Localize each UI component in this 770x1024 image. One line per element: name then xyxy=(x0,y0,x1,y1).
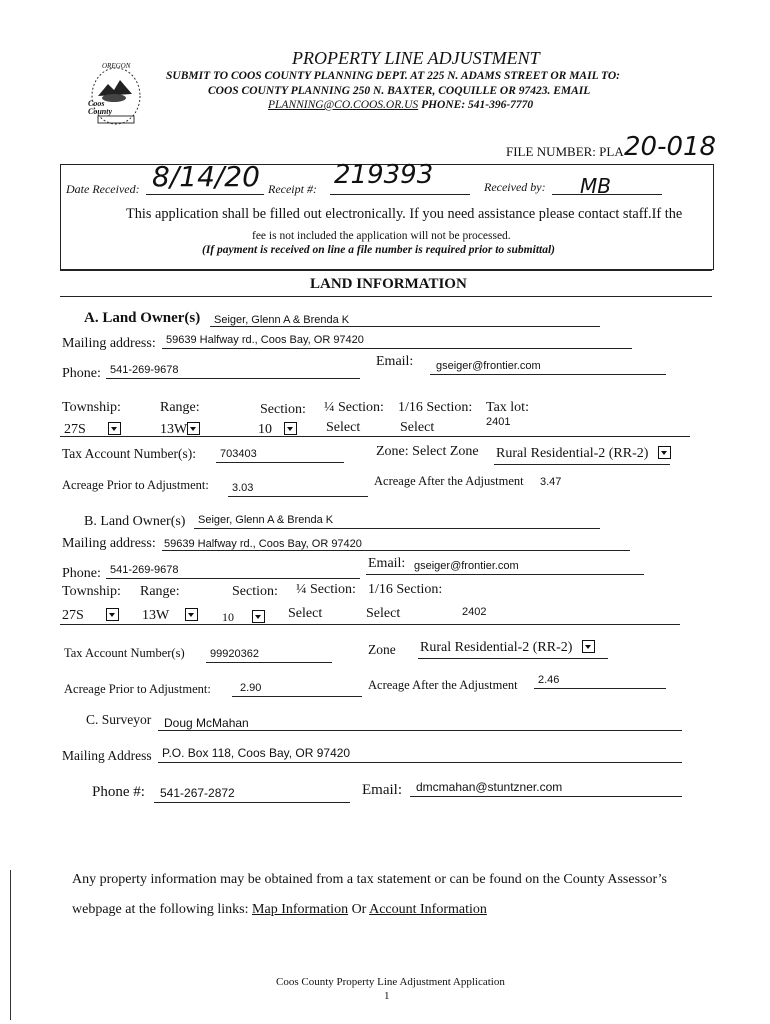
owner-b-section-label: Section: xyxy=(232,584,278,599)
owner-a-section-select[interactable]: 10 xyxy=(258,422,300,438)
owner-a-quarter-label: ¼ Section: xyxy=(324,400,384,415)
info-text-or: Or xyxy=(351,902,367,917)
page-footer-title: Coos County Property Line Adjustment Application xyxy=(276,976,505,988)
owner-b-phone[interactable]: 541-269-9678 xyxy=(110,564,179,576)
owner-b-name[interactable]: Seiger, Glenn A & Brenda K xyxy=(198,514,334,526)
county-seal xyxy=(84,60,148,130)
owner-a-range-label: Range: xyxy=(160,400,200,415)
owner-a-range-select[interactable]: 13W xyxy=(160,422,200,438)
page-title: PROPERTY LINE ADJUSTMENT xyxy=(292,48,540,68)
owner-b-quarter-label: ¼ Section: xyxy=(296,582,356,597)
seal-icon xyxy=(84,60,148,130)
owner-a-mailing-label: Mailing address: xyxy=(62,336,156,351)
received-by-value[interactable]: MB xyxy=(580,174,611,198)
seal-text-mid: Coos County xyxy=(88,99,113,116)
notice-line-1: This application shall be filled out electronically. If you need assistance please contact staff.If the xyxy=(126,206,683,222)
info-text-line-2 xyxy=(72,902,487,918)
owner-b-sixteenth-select[interactable]: Select xyxy=(366,606,401,621)
owner-a-name[interactable]: Seiger, Glenn A & Brenda K xyxy=(214,314,350,326)
owner-b-range-label: Range: xyxy=(140,584,180,599)
owner-a-zone-label: Zone: Select Zone xyxy=(376,444,479,459)
receipt-value[interactable]: 219393 xyxy=(334,160,434,190)
file-number xyxy=(506,144,624,160)
chevron-down-icon[interactable] xyxy=(582,640,595,653)
header-line-1: SUBMIT TO COOS COUNTY PLANNING DEPT. AT 225 N. ADAMS STREET OR MAIL TO: xyxy=(166,70,620,82)
owner-a-tax-account[interactable]: 703403 xyxy=(220,448,257,460)
owner-b-mailing[interactable]: 59639 Halfway rd., Coos Bay, OR 97420 xyxy=(164,538,362,550)
owner-b-heading: B. Land Owner(s) xyxy=(84,514,186,529)
surveyor-mailing-label: Mailing Address xyxy=(62,748,152,763)
surveyor-mailing[interactable]: P.O. Box 118, Coos Bay, OR 97420 xyxy=(162,746,351,760)
page-number: 1 xyxy=(384,990,390,1002)
file-number-value[interactable]: 20-018 xyxy=(624,132,717,162)
owner-b-township-select[interactable]: 27S xyxy=(62,608,122,624)
received-by-label: Received by: xyxy=(484,180,546,194)
owner-b-sixteenth-label: 1/16 Section: xyxy=(368,582,443,597)
chevron-down-icon[interactable] xyxy=(106,608,119,621)
owner-b-phone-label: Phone: xyxy=(62,566,101,581)
owner-a-township-select[interactable]: 27S xyxy=(64,422,124,438)
owner-b-tax-account[interactable]: 99920362 xyxy=(210,648,259,660)
owner-a-acreage-prior-label: Acreage Prior to Adjustment: xyxy=(62,478,209,492)
owner-a-township-label: Township: xyxy=(62,400,121,415)
file-number-label: FILE NUMBER: PLA xyxy=(506,144,624,159)
seal-text-top: OREGON xyxy=(102,62,131,70)
owner-a-sixteenth-label: 1/16 Section: xyxy=(398,400,473,415)
owner-a-acreage-after-label: Acreage After the Adjustment xyxy=(374,474,524,488)
owner-b-acreage-after-label: Acreage After the Adjustment xyxy=(368,678,518,692)
surveyor-phone[interactable]: 541-267-2872 xyxy=(160,786,235,800)
info-text-prefix: webpage at the following links: xyxy=(72,902,249,917)
owner-b-quarter-select[interactable]: Select xyxy=(288,606,323,621)
surveyor-heading: C. Surveyor xyxy=(86,712,152,727)
owner-b-email-label: Email: xyxy=(368,556,406,571)
owner-b-tax-account-label: Tax Account Number(s) xyxy=(64,646,185,660)
receipt-label: Receipt #: xyxy=(268,182,317,196)
header-line-3 xyxy=(268,99,533,111)
owner-a-heading: A. Land Owner(s) xyxy=(84,310,201,326)
owner-b-email[interactable]: gseiger@frontier.com xyxy=(414,560,519,572)
owner-a-sixteenth-select[interactable]: Select xyxy=(400,420,435,435)
surveyor-email[interactable]: dmcmahan@stuntzner.com xyxy=(416,780,563,794)
owner-b-acreage-prior[interactable]: 2.90 xyxy=(240,682,262,694)
owner-b-township-label: Township: xyxy=(62,584,121,599)
owner-a-mailing[interactable]: 59639 Halfway rd., Coos Bay, OR 97420 xyxy=(166,334,364,346)
owner-a-acreage-after[interactable]: 3.47 xyxy=(540,476,562,488)
owner-a-taxlot[interactable]: 2401 xyxy=(486,416,511,428)
info-text-line-1: Any property information may be obtained from a tax statement or can be found on the County Assessor’s xyxy=(72,872,667,887)
date-received-value[interactable]: 8/14/20 xyxy=(152,160,260,193)
date-received-label: Date Received: xyxy=(66,182,140,196)
notice-line-2: fee is not included the application will not be processed. xyxy=(252,230,511,242)
owner-a-tax-account-label: Tax Account Number(s): xyxy=(62,446,197,461)
owner-b-zone-select[interactable]: Rural Residential-2 (RR-2) xyxy=(420,640,598,656)
owner-b-range-select[interactable]: 13W xyxy=(142,608,201,624)
header-phone: PHONE: 541-396-7770 xyxy=(421,99,534,111)
section-title-land-information: LAND INFORMATION xyxy=(310,276,467,292)
scan-edge-mark xyxy=(10,870,11,1020)
surveyor-phone-label: Phone #: xyxy=(92,784,145,800)
owner-a-phone-label: Phone: xyxy=(62,366,101,381)
header-line-2: COOS COUNTY PLANNING 250 N. BAXTER, COQUILLE OR 97423. EMAIL xyxy=(208,85,591,97)
owner-b-section-select[interactable]: 10 xyxy=(222,610,268,625)
owner-a-email[interactable]: gseiger@frontier.com xyxy=(436,360,541,372)
chevron-down-icon[interactable] xyxy=(185,608,198,621)
owner-a-quarter-select[interactable]: Select xyxy=(326,420,361,435)
owner-a-acreage-prior[interactable]: 3.03 xyxy=(232,482,254,494)
owner-b-taxlot[interactable]: 2402 xyxy=(462,606,487,618)
owner-a-section-label: Section: xyxy=(260,402,306,417)
owner-b-acreage-prior-label: Acreage Prior to Adjustment: xyxy=(64,682,211,696)
owner-b-acreage-after[interactable]: 2.46 xyxy=(538,674,560,686)
notice-line-3: (If payment is received on line a file number is required prior to submittal) xyxy=(202,244,555,256)
chevron-down-icon[interactable] xyxy=(108,422,121,435)
owner-b-zone-label: Zone xyxy=(368,642,396,657)
surveyor-name[interactable]: Doug McMahan xyxy=(164,716,249,730)
chevron-down-icon[interactable] xyxy=(658,446,671,459)
surveyor-email-label: Email: xyxy=(362,782,402,798)
account-information-link[interactable]: Account Information xyxy=(369,902,487,917)
chevron-down-icon[interactable] xyxy=(187,422,200,435)
owner-a-zone-select[interactable]: Rural Residential-2 (RR-2) xyxy=(496,446,674,462)
map-information-link[interactable]: Map Information xyxy=(252,902,349,917)
owner-a-phone[interactable]: 541-269-9678 xyxy=(110,364,179,376)
chevron-down-icon[interactable] xyxy=(284,422,297,435)
planning-email-link[interactable]: PLANNING@CO.COOS.OR.US xyxy=(268,99,419,111)
chevron-down-icon[interactable] xyxy=(252,610,265,623)
owner-b-mailing-label: Mailing address: xyxy=(62,536,156,551)
owner-a-email-label: Email: xyxy=(376,354,414,369)
owner-a-taxlot-label: Tax lot: xyxy=(486,400,529,415)
